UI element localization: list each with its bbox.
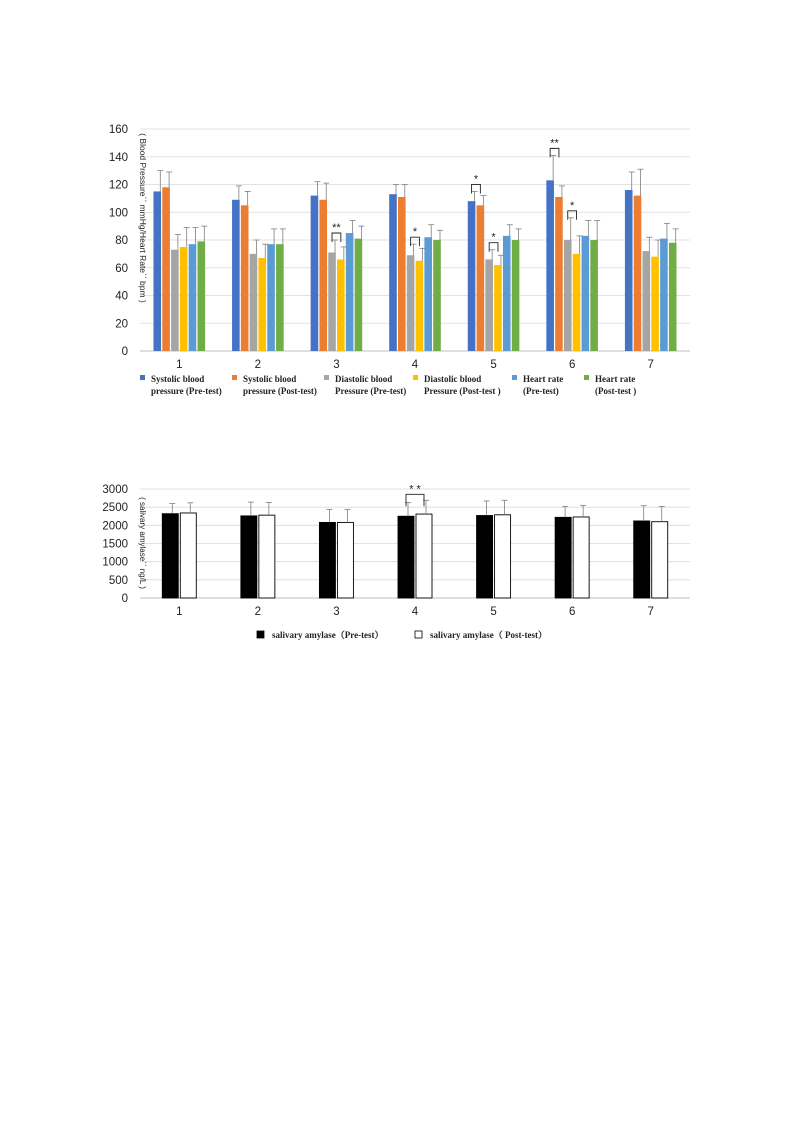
x-tick-label: 6 xyxy=(568,606,576,618)
y-tick-label: 80 xyxy=(115,235,128,247)
significance-bracket xyxy=(489,243,498,252)
bar-series-5-cat-3 xyxy=(346,233,354,351)
bar-series-1-cat-2 xyxy=(232,200,240,351)
bar-series-1-cat-5 xyxy=(468,201,476,351)
legend-label: Systolic blood xyxy=(151,374,205,384)
bar-series-2-cat-5 xyxy=(495,515,511,598)
legend-label: Diastolic blood xyxy=(424,374,482,384)
legend-swatch xyxy=(512,375,517,380)
bar-series-6-cat-4 xyxy=(433,240,441,351)
bar-series-1-cat-3 xyxy=(319,522,335,598)
gridlines xyxy=(140,129,690,351)
bar-series-2-cat-2 xyxy=(259,515,275,598)
legend-label: Heart rate xyxy=(523,374,564,384)
bar-series-1-cat-4 xyxy=(389,194,397,351)
bar-series-5-cat-7 xyxy=(660,239,668,351)
y-tick-label: 60 xyxy=(115,262,128,275)
bar-series-2-cat-4 xyxy=(398,197,406,351)
bar-series-1-cat-7 xyxy=(634,521,650,598)
legend-swatch xyxy=(140,375,145,380)
bar-series-3-cat-3 xyxy=(328,252,336,351)
bar-series-3-cat-6 xyxy=(564,240,572,351)
legend-label: (Post-test ) xyxy=(595,386,637,396)
y-tick-label: 20 xyxy=(115,318,128,331)
bar-series-3-cat-2 xyxy=(250,254,258,351)
y-tick-label: 40 xyxy=(115,290,128,303)
bar-series-4-cat-7 xyxy=(651,257,659,351)
bar-series-1-cat-5 xyxy=(477,516,493,598)
legend-label: Pressure (Post-test ) xyxy=(424,386,501,396)
legend-label: Pressure (Pre-test) xyxy=(335,386,407,396)
x-tick-label: 1 xyxy=(176,606,183,618)
y-tick-label: 0 xyxy=(121,593,128,605)
x-tick-label: 3 xyxy=(333,359,340,371)
x-tick-label: 7 xyxy=(647,606,654,618)
y-tick-label: 160 xyxy=(108,124,128,136)
bar-series-3-cat-1 xyxy=(171,250,179,351)
y-axis-label: ( Blood Pressureˊˊ mmHg/Heart Rateˊˊ bpm ) xyxy=(138,133,148,303)
y-tick-label: 1500 xyxy=(102,538,128,551)
x-tick-label: 5 xyxy=(490,606,497,618)
legend-label: Diastolic blood xyxy=(335,374,393,384)
legend-label: Heart rate xyxy=(595,374,636,384)
y-tick-label: 0 xyxy=(121,346,128,358)
legend-label: salivary amylase（Pre-test） xyxy=(272,630,384,640)
legend-label: (Pre-test) xyxy=(523,386,559,396)
significance-bracket xyxy=(406,494,424,506)
x-tick-label: 6 xyxy=(568,359,576,371)
x-tick-label: 1 xyxy=(176,359,183,371)
bar-series-2-cat-5 xyxy=(477,205,485,351)
bar-series-6-cat-1 xyxy=(197,241,205,351)
bar-series-6-cat-2 xyxy=(276,244,284,351)
salivary-amylase-chart xyxy=(0,460,794,660)
significance-bracket xyxy=(411,237,420,246)
y-axis-label: ( salivary amylaseˊˊ ng/L ) xyxy=(138,497,147,589)
legend-swatch xyxy=(324,375,329,380)
significance-marker: * xyxy=(491,231,496,244)
bar-series-2-cat-4 xyxy=(416,514,432,598)
bar-series-4-cat-4 xyxy=(416,261,424,351)
blood-pressure-heart-rate-chart xyxy=(0,0,794,420)
bar-series-1-cat-4 xyxy=(398,516,414,598)
y-tick-label: 2000 xyxy=(102,520,128,533)
bar-series-2-cat-2 xyxy=(241,205,249,351)
significance-bracket xyxy=(550,148,559,157)
significance-marker: ** xyxy=(550,137,559,150)
y-tick-label: 500 xyxy=(108,574,128,587)
significance-marker: * xyxy=(473,173,479,186)
y-tick-label: 3000 xyxy=(102,484,128,496)
legend-label: pressure (Post-test) xyxy=(243,386,317,396)
bar-series-1-cat-2 xyxy=(241,516,257,598)
bar-series-2-cat-3 xyxy=(337,522,353,598)
x-tick-label: 4 xyxy=(411,606,419,618)
bar-series-5-cat-1 xyxy=(189,244,197,351)
bar-series-4-cat-1 xyxy=(180,247,188,351)
legend-label: Systolic blood xyxy=(243,374,297,384)
bar-series-5-cat-5 xyxy=(503,236,511,351)
significance-marker: ** xyxy=(332,222,341,234)
bar-series-5-cat-2 xyxy=(267,244,275,351)
significance-annotations xyxy=(332,137,577,251)
bar-series-1-cat-6 xyxy=(546,180,554,351)
bar-series-2-cat-1 xyxy=(162,187,170,351)
significance-bracket xyxy=(332,233,341,242)
legend-swatch xyxy=(232,375,237,380)
bar-series-4-cat-3 xyxy=(337,259,345,351)
bar-series-2-cat-1 xyxy=(180,513,196,598)
x-tick-label: 5 xyxy=(490,359,497,371)
bar-series-2-cat-6 xyxy=(555,197,563,351)
gridlines xyxy=(140,489,690,598)
legend-label: salivary amylase（ Post-test） xyxy=(430,630,547,640)
x-tick-label: 7 xyxy=(647,359,654,371)
significance-marker: * * xyxy=(409,483,421,496)
y-tick-label: 2500 xyxy=(102,502,128,515)
bar-series-5-cat-6 xyxy=(582,236,590,351)
bar-series-6-cat-5 xyxy=(512,240,520,351)
bar-series-2-cat-3 xyxy=(319,200,327,351)
legend-swatch xyxy=(415,631,422,638)
bar-series-6-cat-7 xyxy=(669,243,677,351)
bar-series-4-cat-6 xyxy=(573,254,581,351)
legend xyxy=(257,630,547,640)
legend-label: pressure (Pre-test) xyxy=(151,386,222,396)
bar-series-4-cat-2 xyxy=(258,258,266,351)
legend-swatch xyxy=(257,631,264,638)
x-tick-label: 4 xyxy=(411,359,419,371)
significance-marker: * xyxy=(570,199,575,212)
bars xyxy=(153,180,676,351)
y-tick-label: 140 xyxy=(108,151,128,164)
legend xyxy=(140,374,636,396)
bar-series-3-cat-4 xyxy=(407,255,415,351)
legend-swatch xyxy=(584,375,589,380)
x-tick-label: 2 xyxy=(254,359,262,371)
y-tick-label: 1000 xyxy=(102,556,128,569)
bar-series-1-cat-3 xyxy=(311,196,319,351)
bar-series-3-cat-7 xyxy=(643,251,651,351)
significance-marker: * xyxy=(412,226,418,239)
bar-series-1-cat-1 xyxy=(153,191,161,351)
bar-series-1-cat-6 xyxy=(555,517,571,598)
bar-series-5-cat-4 xyxy=(424,237,432,351)
bar-series-2-cat-6 xyxy=(573,517,589,598)
bar-series-3-cat-5 xyxy=(485,259,493,351)
bar-series-1-cat-7 xyxy=(625,190,633,351)
y-tick-label: 100 xyxy=(108,207,128,220)
bar-series-4-cat-5 xyxy=(494,265,502,351)
x-tick-label: 3 xyxy=(333,606,340,618)
legend-swatch xyxy=(413,375,418,380)
bar-series-2-cat-7 xyxy=(652,522,668,598)
y-tick-label: 120 xyxy=(108,179,128,192)
significance-bracket xyxy=(472,184,481,193)
bar-series-6-cat-6 xyxy=(590,240,598,351)
bar-series-1-cat-1 xyxy=(162,514,178,598)
bar-series-6-cat-3 xyxy=(355,239,363,351)
bar-series-2-cat-7 xyxy=(634,196,642,351)
x-tick-label: 2 xyxy=(254,606,262,618)
